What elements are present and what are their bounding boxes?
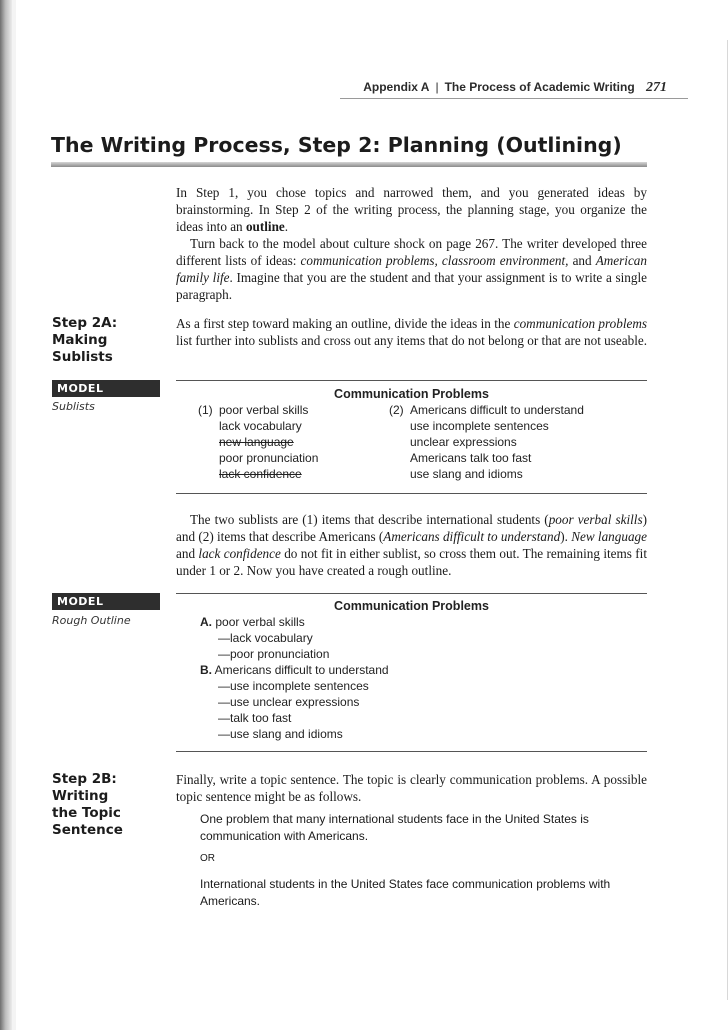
sublist-1-number: (1) [198,403,213,417]
intro-paragraph-2 [176,235,647,303]
outline-text: Americans difficult to understand [214,663,389,677]
book-title: The Process of Academic Writing [444,80,635,94]
intro-p1-text: In Step 1, you chose topics and narrowed them, and you generated ideas by brainstorming. In Step 2 of the writing process, the planning stage, you organize the ideas into an [176,185,647,234]
running-head [300,80,667,96]
box-title-outline: Communication Problems [334,599,489,613]
outline-line: —use slang and idioms [218,727,343,741]
sublist-item: use slang and idioms [410,467,523,481]
middle-paragraph [176,511,647,579]
step-2a-line-3: Sublists [52,349,113,365]
outline-line: —use incomplete sentences [218,679,369,693]
binding-shadow [0,0,12,1030]
outline-label: A. [200,615,212,629]
outline-line: —lack vocabulary [218,631,313,645]
sublist-item: Americans talk too fast [410,451,532,465]
step-2b-text: Finally, write a topic sentence. The topic is clearly communication problems. A possible topic sentence might be as follows. [176,772,647,804]
middle-term-h: lack confidence [198,546,281,561]
sample-topic-sentence-2: International students in the United States face communication problems with Americans. [200,877,611,908]
step-2a-heading [52,315,117,366]
outline-line: —use unclear expressions [218,695,360,709]
step-2b-line-1: Step 2B: [52,771,117,787]
or-label: OR [200,853,215,864]
appendix-label: Appendix A [363,80,430,94]
intro-p2-lists: communication problems, classroom environment, [300,253,569,268]
intro-p2-end: . Imagine that you are the student and that your assignment is to write a single paragraph. [176,270,647,302]
model-subtitle-sublists: Sublists [52,400,95,413]
middle-term-b: poor verbal skills [548,512,643,527]
model-tag-sublists: MODEL [52,380,160,397]
box-title-sublists: Communication Problems [334,387,489,401]
intro-p2-and: and [568,253,596,268]
intro-p2-family: American family life [176,253,647,285]
step-2a-text-c: list further into sublists and cross out any items that do not belong or that are not useable. [176,333,648,348]
middle-term-d: Americans difficult to understand [383,529,561,544]
sublist-item: use incomplete sentences [410,419,549,433]
sublist-item: poor verbal skills [219,403,309,417]
binding-edge [12,0,16,1030]
sublist-item-struck: lack confidence [219,467,302,481]
middle-text-i: do not fit in either sublist, so cross them out. The remaining items fit under 1 or 2. Now you have created a rough outline. [176,546,647,578]
outline-line [200,662,389,678]
middle-text-c: ) and (2) items that describe Americans ( [176,512,647,544]
model-tag-outline: MODEL [52,593,160,610]
step-2a-text [176,315,647,349]
term-outline: outline [245,219,285,234]
sublist-item: unclear expressions [410,435,517,449]
step-2a-text-a: As a first step toward making an outline, divide the ideas in the [176,316,514,331]
model-box-sublists [176,380,647,494]
page-number: 271 [646,80,667,95]
middle-text-g: and [176,546,199,561]
step-2b-line-3: the Topic [52,805,121,821]
intro-p2-text: Turn back to the model about culture shock on page 267. The writer developed three different lists of ideas: [176,236,647,268]
sublist-item: Americans difficult to understand [410,403,584,417]
step-2b-line-4: Sentence [52,822,123,838]
middle-text-a: The two sublists are (1) items that describe international students ( [190,512,549,527]
intro-p1-end: . [284,219,289,234]
outline-line: —poor pronunciation [218,647,330,661]
middle-text-e: ). [560,529,572,544]
sublist-item: lack vocabulary [219,419,302,433]
step-2b-line-2: Writing [52,788,109,804]
model-box-outline [176,593,647,752]
title-rule [51,162,647,167]
middle-term-f: New language [571,529,648,544]
sample-topic-sentence-1: One problem that many international students face in the United States is communication with Americans. [200,812,589,843]
step-2a-line-1: Step 2A: [52,315,118,331]
step-2a-term: communication problems [513,316,647,331]
sublist-item: poor pronunciation [219,451,319,465]
outline-text: poor verbal skills [215,615,305,629]
intro-paragraph-1 [176,184,647,235]
step-2b-heading [52,771,123,839]
outline-line: —talk too fast [218,711,292,725]
outline-label: B. [200,663,212,677]
outline-line [200,614,305,630]
running-head-rule [340,98,688,99]
header-separator: | [435,80,439,94]
step-2a-line-2: Making [52,332,108,348]
sublist-2-number: (2) [389,403,404,417]
model-subtitle-outline: Rough Outline [52,614,131,627]
sublist-item-struck: new language [219,435,294,449]
chapter-title: The Writing Process, Step 2: Planning (Outlining) [51,133,622,157]
